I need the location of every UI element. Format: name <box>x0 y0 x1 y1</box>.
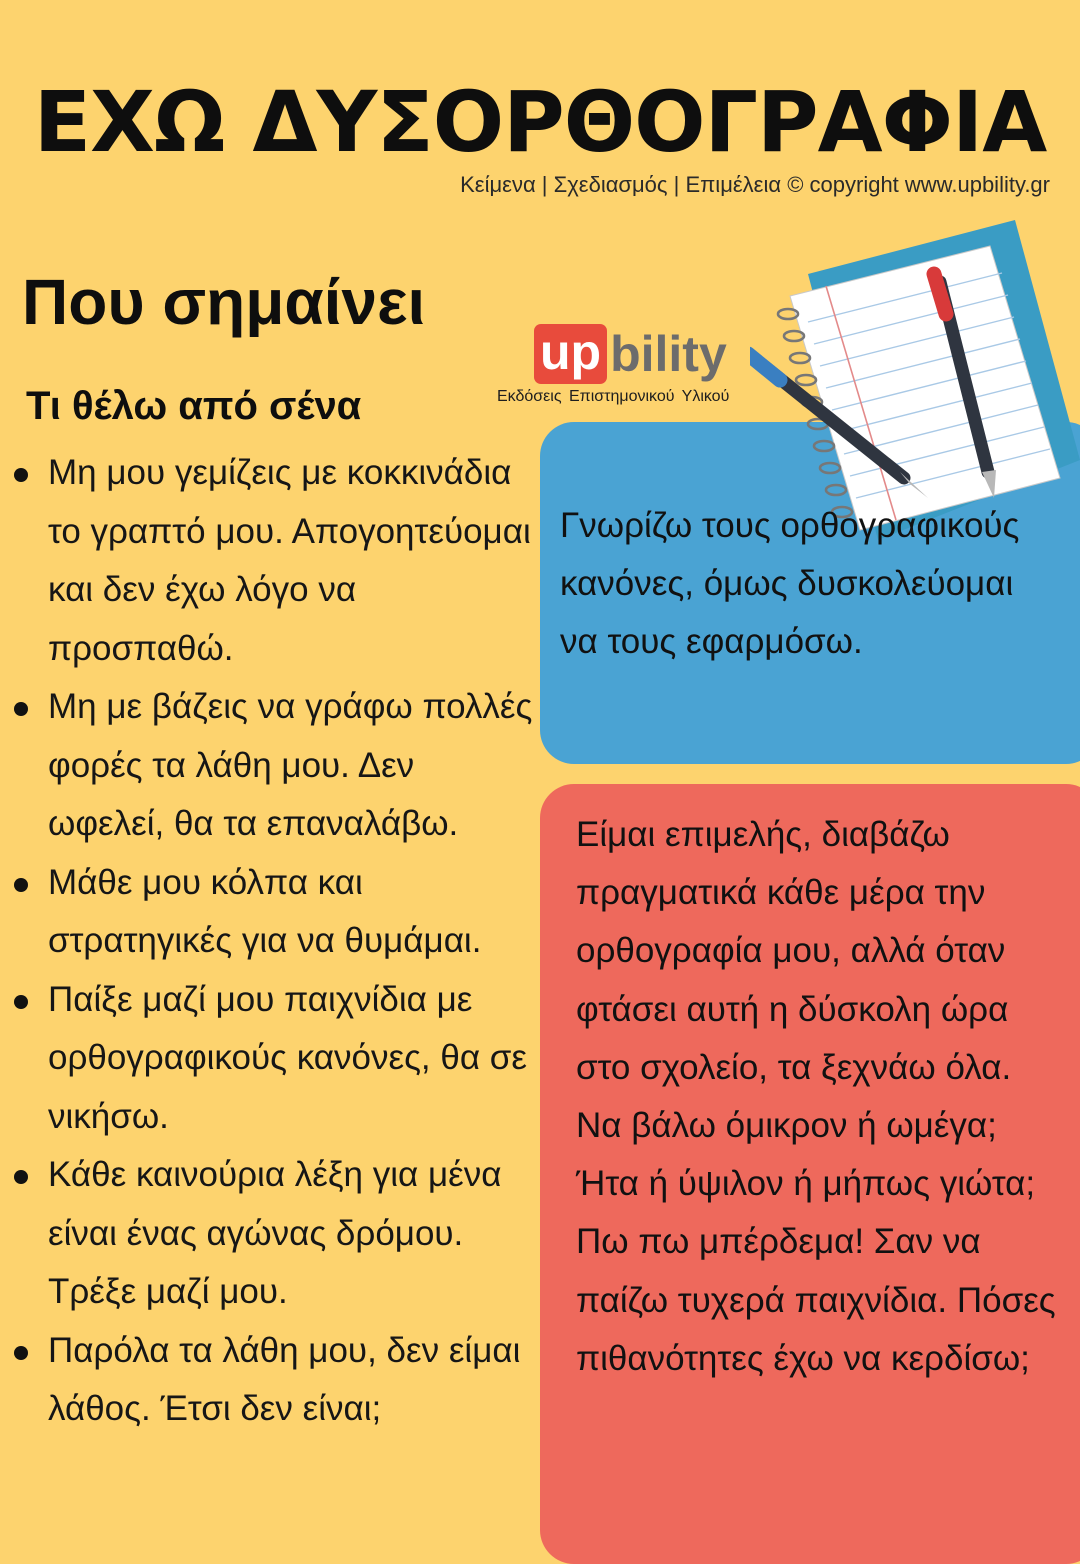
list-item-text: Παίξε μαζί μου παιχνίδια με ορθογραφικούς κανόνες, θα σε νικήσω. <box>48 979 528 1136</box>
section-subheading: Τι θέλω από σένα <box>26 384 362 428</box>
bullet-list <box>10 444 540 1439</box>
bullet-dot <box>14 878 28 892</box>
bullet-dot <box>14 1346 28 1360</box>
list-item <box>10 444 540 678</box>
logo-up: up <box>534 324 607 384</box>
list-item <box>10 1146 540 1322</box>
blue-box-text: Γνωρίζω τους ορθογραφικούς κανόνες, όμως δυσκολεύομαι να τους εφαρμόσω. <box>560 506 1020 661</box>
credits-line: Κείμενα | Σχεδιασμός | Επιμέλεια © copyright www.upbility.gr <box>460 172 1050 197</box>
upbility-logo <box>497 324 787 414</box>
bullet-dot <box>14 702 28 716</box>
list-item-text: Μη μου γεμίζεις με κοκκινάδια το γραπτό μου. Απογοητεύομαι και δεν έχω λόγο να προσπαθώ. <box>48 453 531 668</box>
poster-title: ΕΧΩ ΔΥΣΟΡΘΟΓΡΑΦΙΑ <box>33 73 1047 171</box>
list-item-text: Κάθε καινούρια λέξη για μένα είναι ένας αγώνας δρόμου. Τρέξε μαζί μου. <box>48 1155 502 1311</box>
bullet-dot <box>14 1170 28 1184</box>
list-item <box>10 971 540 1147</box>
list-item <box>10 678 540 854</box>
bullet-dot <box>14 468 28 482</box>
list-item <box>10 1322 540 1439</box>
logo-bility: bility <box>610 326 727 382</box>
list-item-text: Παρόλα τα λάθη μου, δεν είμαι λάθος. Έτσι δεν είναι; <box>48 1330 521 1428</box>
list-item-text: Μη με βάζεις να γράφω πολλές φορές τα λάθη μου. Δεν ωφελεί, θα τα επαναλάβω. <box>48 687 533 843</box>
red-box-text: Είμαι επιμελής, διαβάζω πραγματικά κάθε μέρα την ορθογραφία μου, αλλά όταν φτάσει αυτή η δύσκολη ώρα στο σχολείο, τα ξεχνάω όλα. Να βάλω όμικρον ή ωμέγα; Ήτα ή ύψιλον ή μήπως γιώτα; Πω πω μπέρδεμα! Σαν να παίζω τυχερά παιχνίδια. Πόσες πιθανότητες έχω να κερδίσω; <box>576 815 1056 1378</box>
logo-tagline: Εκδόσεις Επιστημονικού Υλικού <box>497 388 730 405</box>
list-item <box>10 854 540 971</box>
section-heading: Που σημαίνει <box>22 266 426 338</box>
list-item-text: Μάθε μου κόλπα και στρατηγικές για να θυμάμαι. <box>48 862 482 960</box>
logo-wordmark <box>534 324 727 386</box>
notebook-icon <box>778 220 1080 540</box>
bullet-dot <box>14 995 28 1009</box>
